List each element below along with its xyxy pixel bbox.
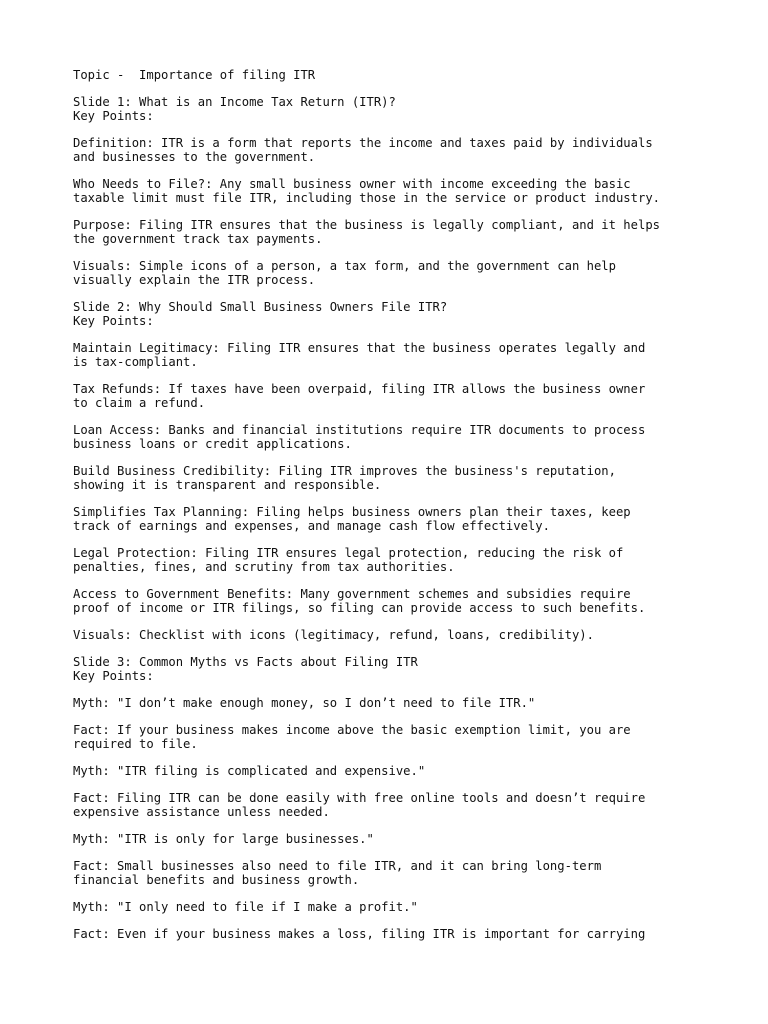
text-line: Simplifies Tax Planning: Filing helps business owners plan their taxes, keep bbox=[73, 505, 631, 519]
text-line: Fact: Small businesses also need to file ITR, and it can bring long-term bbox=[73, 859, 602, 873]
text-line: is tax-compliant. bbox=[73, 355, 198, 369]
text-line: business loans or credit applications. bbox=[73, 437, 352, 451]
slide2-key-points-label: Key Points: bbox=[73, 314, 154, 328]
slide1-title: Slide 1: What is an Income Tax Return (ITR)? bbox=[73, 95, 396, 109]
slide1-visuals bbox=[73, 259, 713, 287]
text-line: showing it is transparent and responsible. bbox=[73, 478, 382, 492]
slide1-purpose bbox=[73, 218, 713, 246]
text-line: Myth: "I only need to file if I make a profit." bbox=[73, 900, 418, 914]
slide1-definition bbox=[73, 136, 713, 164]
document-body bbox=[73, 68, 713, 954]
slide3-fact-2 bbox=[73, 791, 713, 819]
document-topic: Topic - Importance of filing ITR bbox=[73, 68, 316, 82]
text-line: penalties, fines, and scrutiny from tax authorities. bbox=[73, 560, 455, 574]
slide2-legal bbox=[73, 546, 713, 574]
text-line: Purpose: Filing ITR ensures that the business is legally compliant, and it helps bbox=[73, 218, 660, 232]
text-line: the government track tax payments. bbox=[73, 232, 323, 246]
slide2-heading bbox=[73, 300, 713, 328]
text-line: Access to Government Benefits: Many government schemes and subsidies require bbox=[73, 587, 631, 601]
text-line: Tax Refunds: If taxes have been overpaid, filing ITR allows the business owner bbox=[73, 382, 646, 396]
text-line: Fact: If your business makes income above the basic exemption limit, you are bbox=[73, 723, 631, 737]
slide1-key-points-label: Key Points: bbox=[73, 109, 154, 123]
text-line: track of earnings and expenses, and manage cash flow effectively. bbox=[73, 519, 550, 533]
topic-line bbox=[73, 68, 713, 82]
slide3-fact-1 bbox=[73, 723, 713, 751]
slide3-heading bbox=[73, 655, 713, 683]
text-line: Fact: Even if your business makes a loss, filing ITR is important for carrying bbox=[73, 927, 646, 941]
text-line: Who Needs to File?: Any small business owner with income exceeding the basic bbox=[73, 177, 631, 191]
text-line: and businesses to the government. bbox=[73, 150, 316, 164]
slide3-myth-3 bbox=[73, 832, 713, 846]
slide2-credibility bbox=[73, 464, 713, 492]
text-line: Fact: Filing ITR can be done easily with free online tools and doesn’t require bbox=[73, 791, 646, 805]
slide2-benefits bbox=[73, 587, 713, 615]
text-line: Visuals: Simple icons of a person, a tax form, and the government can help bbox=[73, 259, 616, 273]
slide1-who-needs bbox=[73, 177, 713, 205]
slide2-visuals bbox=[73, 628, 713, 642]
text-line: required to file. bbox=[73, 737, 198, 751]
text-line: visually explain the ITR process. bbox=[73, 273, 316, 287]
slide2-legitimacy bbox=[73, 341, 713, 369]
slide3-title: Slide 3: Common Myths vs Facts about Filing ITR bbox=[73, 655, 418, 669]
text-line: proof of income or ITR filings, so filing can provide access to such benefits. bbox=[73, 601, 646, 615]
text-line: Build Business Credibility: Filing ITR improves the business's reputation, bbox=[73, 464, 616, 478]
text-line: Visuals: Checklist with icons (legitimacy, refund, loans, credibility). bbox=[73, 628, 594, 642]
slide2-planning bbox=[73, 505, 713, 533]
slide3-fact-3 bbox=[73, 859, 713, 887]
text-line: taxable limit must file ITR, including those in the service or product industry. bbox=[73, 191, 660, 205]
slide2-title: Slide 2: Why Should Small Business Owners File ITR? bbox=[73, 300, 448, 314]
slide1-heading bbox=[73, 95, 713, 123]
slide3-myth-1 bbox=[73, 696, 713, 710]
text-line: to claim a refund. bbox=[73, 396, 206, 410]
text-line: Myth: "ITR filing is complicated and expensive." bbox=[73, 764, 426, 778]
slide3-myth-4 bbox=[73, 900, 713, 914]
text-line: Definition: ITR is a form that reports the income and taxes paid by individuals bbox=[73, 136, 653, 150]
text-line: expensive assistance unless needed. bbox=[73, 805, 330, 819]
text-line: financial benefits and business growth. bbox=[73, 873, 360, 887]
slide2-loan-access bbox=[73, 423, 713, 451]
slide3-key-points-label: Key Points: bbox=[73, 669, 154, 683]
text-line: Maintain Legitimacy: Filing ITR ensures that the business operates legally and bbox=[73, 341, 646, 355]
text-line: Myth: "I don’t make enough money, so I don’t need to file ITR." bbox=[73, 696, 536, 710]
slide3-myth-2 bbox=[73, 764, 713, 778]
slide2-refunds bbox=[73, 382, 713, 410]
text-line: Loan Access: Banks and financial institutions require ITR documents to process bbox=[73, 423, 646, 437]
slide3-fact-4 bbox=[73, 927, 713, 941]
text-line: Legal Protection: Filing ITR ensures legal protection, reducing the risk of bbox=[73, 546, 624, 560]
text-line: Myth: "ITR is only for large businesses." bbox=[73, 832, 374, 846]
